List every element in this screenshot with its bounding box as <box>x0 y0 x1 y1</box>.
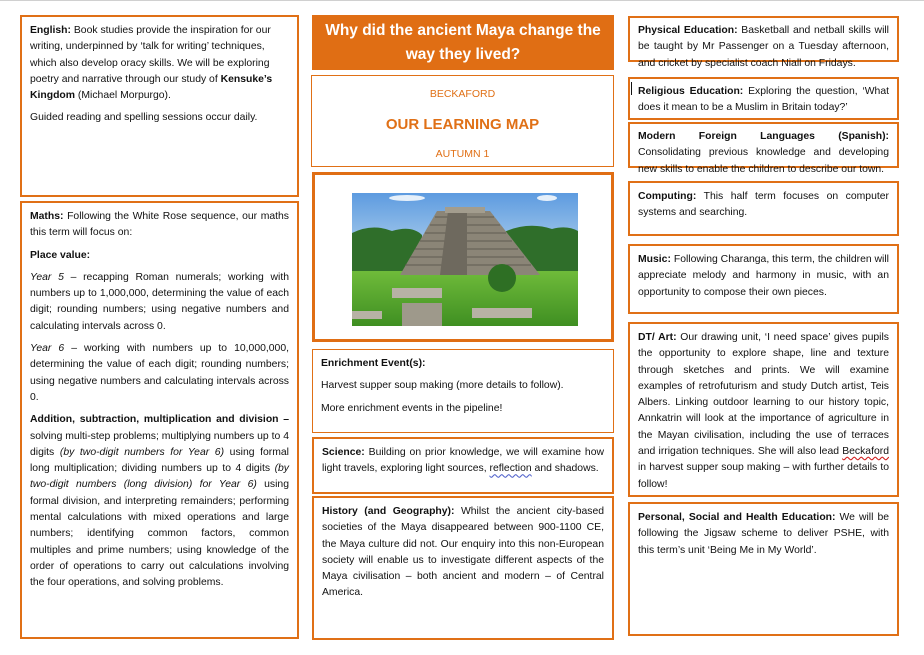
english-author: (Michael Morpurgo). <box>75 90 171 102</box>
re-label: Religious Education: <box>638 86 744 97</box>
school-name: BECKAFORD <box>429 88 496 100</box>
mfl-paragraph <box>638 129 889 178</box>
year6-label: Year 6 <box>30 343 65 355</box>
english-reading-note: Guided reading and spelling sessions occur daily. <box>30 112 258 124</box>
cloud <box>389 195 425 201</box>
pshe-label: Personal, Social and Health Education: <box>638 512 836 523</box>
grammar-flagged-word[interactable]: reflection <box>489 463 532 475</box>
book-title: Kensuke’s Kingdom <box>30 73 273 102</box>
history-label: History (and Geography): <box>322 506 455 517</box>
re-paragraph <box>638 84 889 117</box>
music-paragraph <box>638 252 889 301</box>
ruin-platform <box>392 288 442 298</box>
image-card <box>312 172 614 342</box>
dt-art-text-end: in harvest supper soup making – with further details to follow! <box>638 462 889 490</box>
title-banner <box>312 15 614 70</box>
pe-label: Physical Education: <box>638 25 738 36</box>
maths-box[interactable] <box>20 201 299 639</box>
science-text: Building on prior knowledge, we will examine how light travels, exploring light sources, <box>322 447 604 475</box>
music-text: Following Charanga, this term, the children will appreciate melody and harmony in music, with an opportunity to compose their own pieces. <box>638 254 889 298</box>
dt-art-box[interactable] <box>628 322 899 497</box>
page-title: Why did the ancient Maya change the way they lived? <box>325 21 601 63</box>
enrichment-heading <box>321 356 605 372</box>
science-box[interactable] <box>312 437 614 494</box>
asmd-text-1: solving multi-step problems; multiplying numbers up to 4 digits <box>30 430 289 458</box>
mfl-label: Modern Foreign Languages (Spanish): <box>638 131 889 142</box>
asmd-text-3: using formal division, and interpreting remainders; performing mental calculations with mixed operations and large numbers; identifying common factors, common multiples and prime numbers; using knowledge of the order of operations to carry out calculations involving the four operations, and solving problems. <box>30 479 289 589</box>
enrichment-item: More enrichment events in the pipeline! <box>321 402 503 414</box>
year5-label: Year 5 <box>30 271 64 283</box>
place-value-heading-text: Place value: <box>30 249 91 261</box>
enrichment-heading-text: Enrichment Event(s): <box>321 358 426 369</box>
year6-text: – working with numbers up to 10,000,000, determining the value of each digit; rounding numbers; using negative numbers and calculating intervals across 0. <box>30 343 289 403</box>
spelling-flagged-word[interactable]: Beckaford <box>842 446 889 458</box>
english-paragraph <box>30 23 289 104</box>
maths-intro <box>30 209 289 242</box>
pyramid-photo <box>352 193 578 326</box>
mfl-box[interactable] <box>628 122 899 175</box>
page-top-border <box>0 0 924 1</box>
asmd-note-2: (by two-digit numbers (long division) for Year 6) <box>30 463 289 491</box>
enrichment-item: Harvest supper soup making (more details to follow). <box>321 380 564 392</box>
term-label: AUTUMN 1 <box>435 148 490 160</box>
year5-text: – recapping Roman numerals; working with numbers up to 1,000,000, determining the value of each digit; rounding numbers; using negative numbers and calculating intervals across 0. <box>30 271 289 332</box>
dt-art-label: DT/ Art: <box>638 332 677 343</box>
year5-paragraph <box>30 270 289 335</box>
history-text: Whilst the ancient city-based societies of the Maya disappeared between 900-1100 CE, the Maya culture did not. Our enquiry into this non-European society will enable us to investigate different aspects of the Maya civilisation – both ancient and modern – of Central America. <box>322 506 605 599</box>
lawn <box>352 271 578 326</box>
ruin-stone <box>352 311 382 319</box>
english-text: Book studies provide the inspiration for our writing, underpinned by ‘talk for writing’ techniques, which also develop oracy skills. We will be exploring poetry and narrative through our study of <box>30 25 271 85</box>
asmd-heading: Addition, subtraction, multiplication and division – <box>30 414 289 426</box>
re-text: Exploring the question, ‘What does it mean to be a Muslim in Britain today?’ <box>638 86 889 114</box>
mfl-text: Consolidating previous knowledge and developing new skills to enable the children to describe our town. <box>638 147 889 175</box>
place-value-heading <box>30 248 289 264</box>
science-paragraph <box>322 445 604 478</box>
music-label: Music: <box>638 254 671 265</box>
science-label: Science: <box>322 447 365 458</box>
maths-label: Maths: <box>30 211 64 222</box>
science-text-end: and shadows. <box>531 463 599 475</box>
learning-map-heading: OUR LEARNING MAP <box>385 116 540 133</box>
ruin-wall <box>402 303 442 326</box>
english-box[interactable] <box>20 15 299 197</box>
enrichment-box[interactable] <box>312 349 614 433</box>
computing-label: Computing: <box>638 191 697 202</box>
asmd-text-2: using formal long multiplication; dividing numbers up to 4 digits <box>30 446 289 475</box>
pyramid-temple <box>445 207 485 213</box>
pshe-paragraph <box>638 510 889 559</box>
asmd-note-1: (by two-digit numbers for Year 6) <box>59 446 225 458</box>
pe-box[interactable] <box>628 16 899 69</box>
asmd-paragraph <box>30 412 289 591</box>
computing-text: This half term focuses on computer systems and searching. <box>638 191 889 219</box>
header-card <box>311 75 614 167</box>
pshe-text: We will be following the Jigsaw scheme to deliver PSHE, with this term’s unit ‘Being Me in My World’. <box>638 512 889 556</box>
text-cursor <box>631 82 632 95</box>
dt-art-text: Our drawing unit, ‘I need space’ gives pupils the opportunity to explore shape, line and texture through sketches and prints. We will examine examples of retrofuturism and study Dutch artist, Teis Albers. Linking outdoor learning to our history topic, Annkatrin will look at the importance of agriculture in the Mayan civilisation, including the use of terraces and irrigation techniques. She will also lead <box>638 332 889 458</box>
maths-intro-text: Following the White Rose sequence, our maths this term will focus on: <box>30 211 289 239</box>
re-box[interactable] <box>628 77 899 120</box>
pe-text: Basketball and netball skills will be taught by Mr Passenger on a Tuesday afternoon, and cricket by specialist coach Niall on Fridays. <box>638 25 889 69</box>
computing-box[interactable] <box>628 181 899 236</box>
pshe-box[interactable] <box>628 502 899 636</box>
year6-paragraph <box>30 341 289 406</box>
computing-paragraph <box>638 189 889 222</box>
history-paragraph <box>322 504 604 602</box>
dt-art-paragraph <box>638 330 889 493</box>
pe-paragraph <box>638 23 889 72</box>
ruin-stone <box>472 308 532 318</box>
history-box[interactable] <box>312 496 614 640</box>
cloud <box>537 195 557 201</box>
music-box[interactable] <box>628 244 899 314</box>
tree <box>488 264 516 292</box>
english-label: English: <box>30 25 71 36</box>
